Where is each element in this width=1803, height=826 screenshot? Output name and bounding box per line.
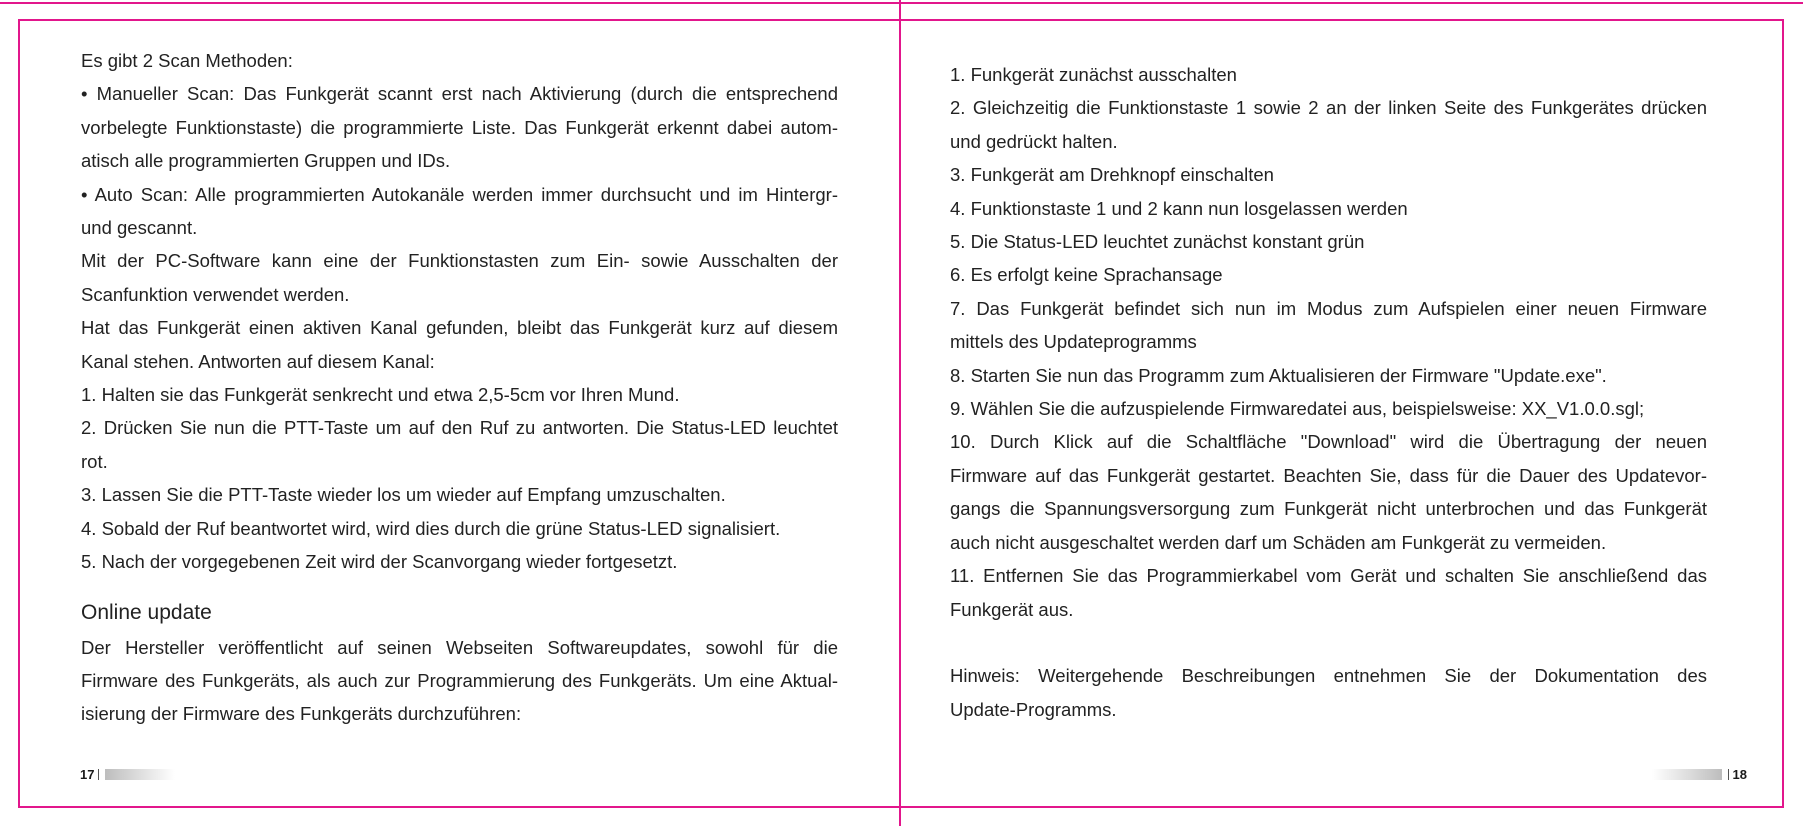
text-line: 2. Drücken Sie nun die PTT-Taste um auf den Ruf zu antworten. Die Status-LED leuchtet xyxy=(81,417,838,439)
text-line: • Auto Scan: Alle programmierten Autokanäle werden immer durchsucht und im Hintergr- xyxy=(81,183,838,205)
frame-right xyxy=(1782,19,1784,808)
text-line: atisch alle programmierten Gruppen und IDs. xyxy=(81,150,451,172)
text-line: 5. Nach der vorgegebenen Zeit wird der Scanvorgang wieder fortgesetzt. xyxy=(81,551,678,573)
text-line: • Manueller Scan: Das Funkgerät scannt erst nach Aktivierung (durch die entsprechend xyxy=(81,83,838,105)
text-line: 6. Es erfolgt keine Sprachansage xyxy=(950,264,1223,286)
section-heading: Online update xyxy=(81,600,212,624)
text-line: 7. Das Funkgerät befindet sich nun im Modus zum Aufspielen einer neuen Firmware xyxy=(950,297,1707,319)
text-line: gangs die Spannungsversorgung zum Funkgerät nicht unterbrochen und das Funkgerät xyxy=(950,498,1707,520)
note-line: Update-Programms. xyxy=(950,698,1117,720)
page-number-right xyxy=(1652,764,1747,784)
frame-bottom-inner xyxy=(18,806,1784,808)
text-line: Hat das Funkgerät einen aktiven Kanal gefunden, bleibt das Funkgerät kurz auf diesem xyxy=(81,317,838,339)
text-line: 3. Funkgerät am Drehknopf einschalten xyxy=(950,164,1274,186)
text-line: 5. Die Status-LED leuchtet zunächst konstant grün xyxy=(950,231,1365,253)
text-line: 1. Funkgerät zunächst ausschalten xyxy=(950,64,1237,85)
frame-top-inner xyxy=(18,19,1784,21)
text-line: 9. Wählen Sie die aufzuspielende Firmwaredatei aus, beispielsweise: XX_V1.0.0.sgl; xyxy=(950,398,1645,420)
frame-left xyxy=(18,19,20,808)
text-line: 8. Starten Sie nun das Programm zum Aktualisieren der Firmware "Update.exe". xyxy=(950,364,1607,386)
text-line: 1. Halten sie das Funkgerät senkrecht und etwa 2,5-5cm vor Ihren Mund. xyxy=(81,384,680,406)
text-line: 4. Funktionstaste 1 und 2 kann nun losgelassen werden xyxy=(950,197,1408,219)
text-line: Der Hersteller veröffentlicht auf seinen Webseiten Softwareupdates, sowohl für die xyxy=(81,636,838,658)
page-number-left xyxy=(80,764,175,784)
text-line: Kanal stehen. Antworten auf diesem Kanal: xyxy=(81,350,435,372)
folio-gradient-bar xyxy=(105,769,175,780)
text-line: und gedrückt halten. xyxy=(950,130,1118,152)
frame-spine xyxy=(899,0,901,826)
text-line: Firmware auf das Funkgerät gestartet. Beachten Sie, dass für die Dauer des Updatevor- xyxy=(950,464,1707,486)
note-line: Hinweis: Weitergehende Beschreibungen entnehmen Sie der Dokumentation des xyxy=(950,665,1707,687)
text-line: Funkgerät aus. xyxy=(950,598,1074,620)
text-line: Mit der PC-Software kann eine der Funktionstasten zum Ein- sowie Ausschalten der xyxy=(81,250,838,272)
text-line: rot. xyxy=(81,450,108,472)
text-line: auch nicht ausgeschaltet werden darf um Schäden am Funkgerät zu vermeiden. xyxy=(950,531,1607,553)
text-line: vorbelegte Funktionstaste) die programmierte Liste. Das Funkgerät erkennt dabei autom- xyxy=(81,116,838,138)
text-line: 2. Gleichzeitig die Funktionstaste 1 sowie 2 an der linken Seite des Funkgerätes drücken xyxy=(950,97,1707,119)
text-line: 3. Lassen Sie die PTT-Taste wieder los um wieder auf Empfang umzuschalten. xyxy=(81,484,726,506)
text-line: 10. Durch Klick auf die Schaltfläche "Download" wird die Übertragung der neuen xyxy=(950,431,1707,453)
text-line: 4. Sobald der Ruf beantwortet wird, wird dies durch die grüne Status-LED signalisiert. xyxy=(81,517,781,539)
page-number-17: 17 xyxy=(80,766,95,782)
frame-top-outer xyxy=(0,2,1803,4)
text-line: Es gibt 2 Scan Methoden: xyxy=(81,50,293,71)
right-page xyxy=(950,58,1707,726)
text-line: mittels des Updateprogramms xyxy=(950,331,1197,353)
folio-separator xyxy=(1728,769,1729,780)
page-number-18: 18 xyxy=(1732,766,1747,782)
folio-gradient-bar xyxy=(1652,769,1722,780)
folio-separator xyxy=(98,769,99,780)
text-line: 11. Entfernen Sie das Programmierkabel vom Gerät und schalten Sie anschließend das xyxy=(950,565,1707,587)
left-page xyxy=(81,44,838,731)
text-line: isierung der Firmware des Funkgeräts durchzuführen: xyxy=(81,703,522,725)
text-line: Scanfunktion verwendet werden. xyxy=(81,283,350,305)
text-line: und gescannt. xyxy=(81,217,198,239)
text-line: Firmware des Funkgeräts, als auch zur Programmierung des Funkgeräts. Um eine Aktual- xyxy=(81,669,838,691)
